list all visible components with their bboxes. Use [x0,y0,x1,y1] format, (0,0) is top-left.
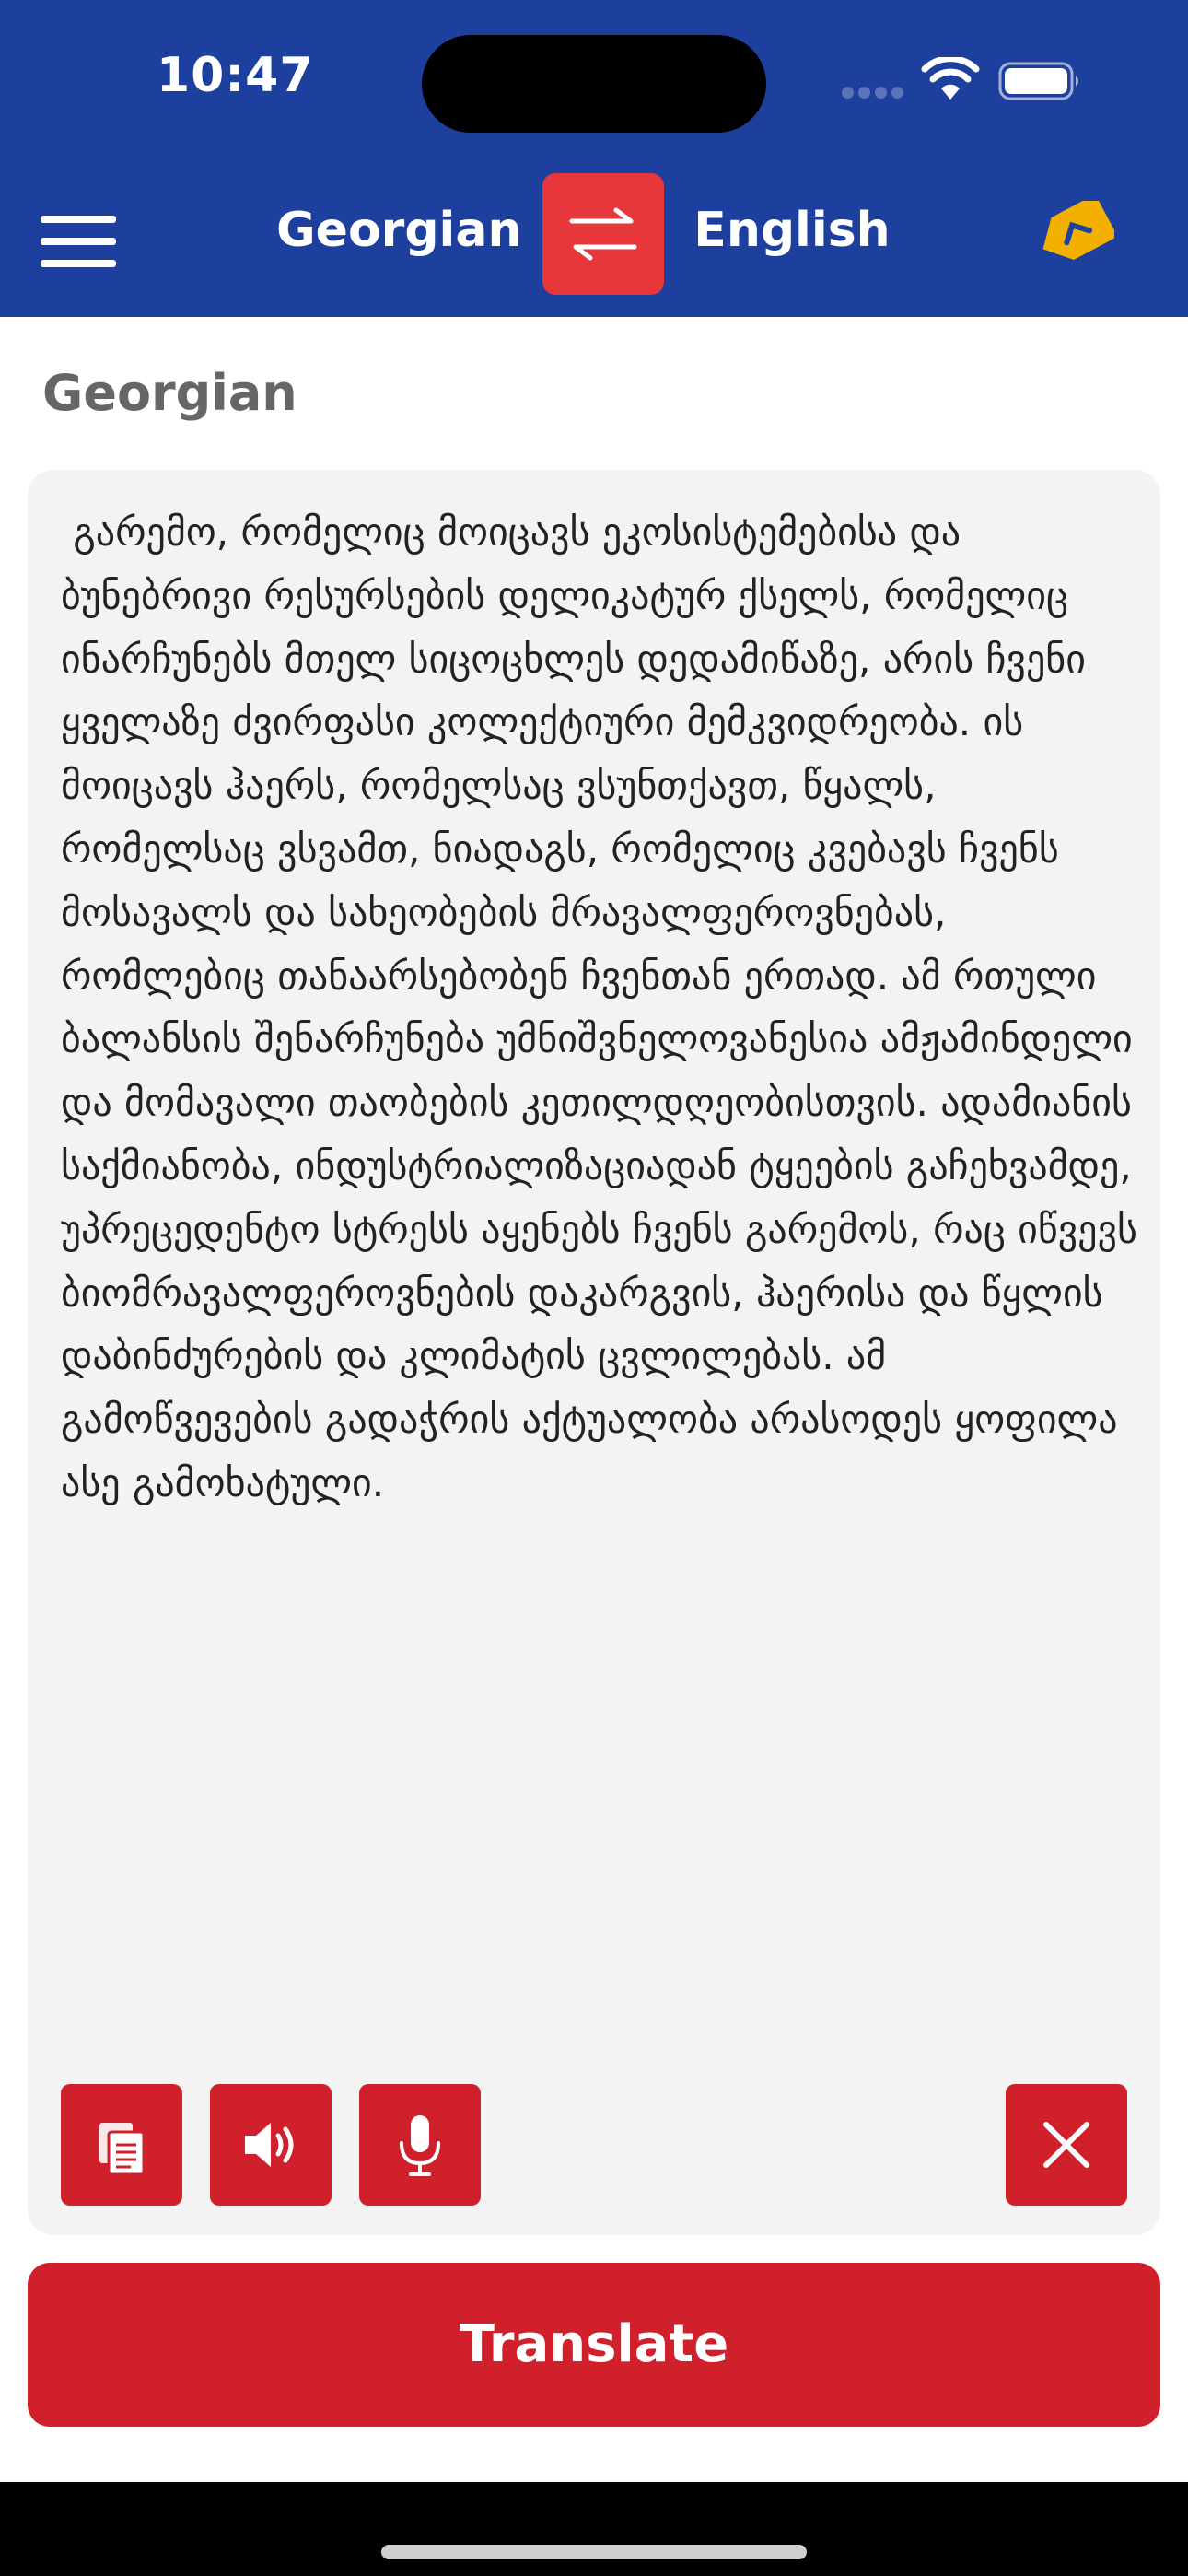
home-indicator[interactable] [381,2545,807,2559]
speaker-icon [210,2084,332,2206]
bottom-safe-area [0,2482,1188,2576]
cellular-signal-icon [842,87,904,100]
app-header [0,0,1188,317]
status-bar-time: 10:47 [157,48,314,103]
diamond-tag-icon[interactable] [1031,201,1114,265]
voice-input-button[interactable] [359,2084,481,2206]
microphone-icon [359,2084,481,2206]
source-language-label: Georgian [42,364,297,422]
speak-button[interactable] [210,2084,332,2206]
target-language-selector[interactable]: English [693,203,891,258]
copy-icon [61,2084,182,2206]
hamburger-menu-icon[interactable] [41,216,116,267]
source-language-selector[interactable]: Georgian [276,203,522,258]
source-text-card [28,470,1160,2235]
clear-text-button[interactable] [1006,2084,1127,2206]
dynamic-island [422,35,766,133]
wifi-icon [921,57,980,101]
source-text-input[interactable] [61,501,1138,2021]
close-icon [1006,2084,1127,2206]
translate-button[interactable]: Translate [28,2263,1160,2427]
swap-languages-button[interactable] [542,173,664,295]
swap-arrows-icon [568,205,638,263]
battery-icon [998,61,1083,101]
copy-button[interactable] [61,2084,182,2206]
